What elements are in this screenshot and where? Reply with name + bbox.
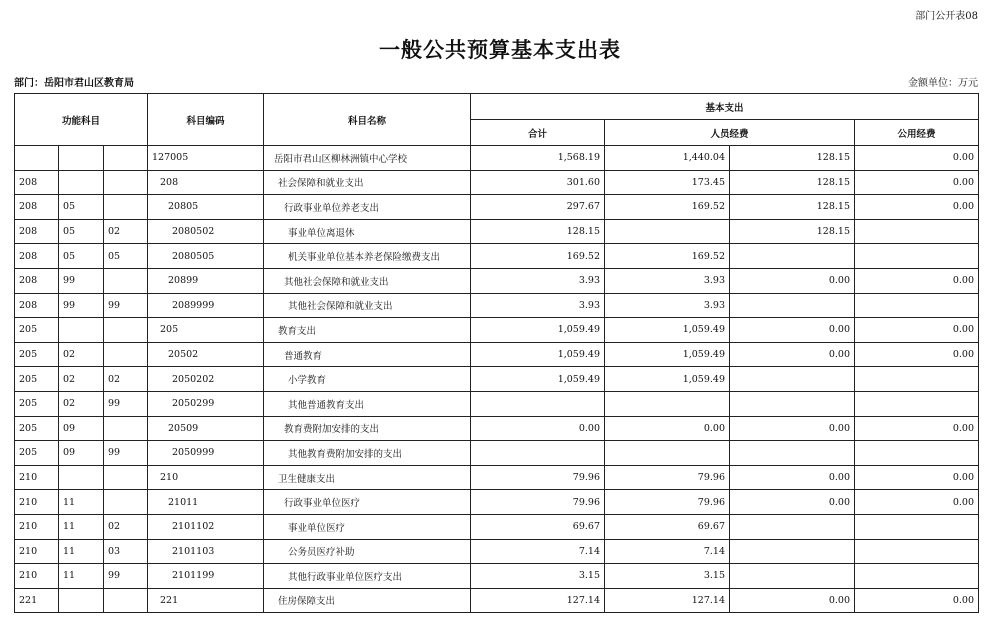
func-class-cell: 210	[15, 539, 59, 564]
subject-code-cell: 2050999	[148, 441, 264, 466]
table-row	[15, 293, 979, 318]
personnel-sub-cell: 0.00	[730, 318, 855, 343]
personnel-cell: 1,059.49	[605, 342, 730, 367]
func-item-cell: 99	[104, 293, 148, 318]
subject-code-cell: 127005	[148, 146, 264, 171]
personnel-cell: 3.93	[605, 293, 730, 318]
public-cell: 0.00	[855, 268, 979, 293]
func-section-cell: 02	[59, 367, 104, 392]
public-cell: 0.00	[855, 318, 979, 343]
func-section-cell: 09	[59, 416, 104, 441]
table-row	[15, 391, 979, 416]
func-class-cell: 208	[15, 195, 59, 220]
page-title: 一般公共预算基本支出表	[379, 37, 621, 62]
func-class-cell: 210	[15, 514, 59, 539]
func-class-cell: 205	[15, 441, 59, 466]
total-cell	[471, 441, 605, 466]
subject-code-cell: 2089999	[148, 293, 264, 318]
total-cell: 1,568.19	[471, 146, 605, 171]
func-section-cell: 11	[59, 514, 104, 539]
personnel-cell: 0.00	[605, 416, 730, 441]
personnel-cell: 1,440.04	[605, 146, 730, 171]
personnel-sub-cell	[730, 244, 855, 269]
subject-name-cell: 岳阳市君山区柳林洲镇中心学校	[264, 146, 471, 171]
header-personnel: 人员经费	[605, 120, 855, 146]
table-row	[15, 490, 979, 515]
department-label: 部门：岳阳市君山区教育局	[14, 78, 134, 89]
func-item-cell	[104, 416, 148, 441]
table-row	[15, 219, 979, 244]
personnel-cell: 169.52	[605, 195, 730, 220]
func-item-cell: 02	[104, 219, 148, 244]
personnel-cell: 79.96	[605, 490, 730, 515]
amount-unit-label: 金额单位：万元	[908, 78, 978, 89]
subject-name-cell: 其他社会保障和就业支出	[264, 293, 471, 318]
public-cell	[855, 391, 979, 416]
public-cell: 0.00	[855, 170, 979, 195]
personnel-sub-cell	[730, 293, 855, 318]
func-class-cell: 205	[15, 318, 59, 343]
subject-name-cell: 其他普通教育支出	[264, 391, 471, 416]
func-class-cell: 221	[15, 588, 59, 613]
personnel-sub-cell: 0.00	[730, 588, 855, 613]
total-cell: 79.96	[471, 490, 605, 515]
func-class-cell: 205	[15, 367, 59, 392]
public-cell: 0.00	[855, 490, 979, 515]
func-item-cell	[104, 146, 148, 171]
public-cell: 0.00	[855, 195, 979, 220]
total-cell: 69.67	[471, 514, 605, 539]
table-row	[15, 416, 979, 441]
subject-code-cell: 2101103	[148, 539, 264, 564]
personnel-cell: 127.14	[605, 588, 730, 613]
func-item-cell	[104, 318, 148, 343]
subject-name-cell: 教育费附加安排的支出	[264, 416, 471, 441]
subject-name-cell: 其他教育费附加安排的支出	[264, 441, 471, 466]
subject-code-cell: 221	[148, 588, 264, 613]
subject-name-cell: 卫生健康支出	[264, 465, 471, 490]
total-cell: 3.93	[471, 268, 605, 293]
personnel-sub-cell: 0.00	[730, 490, 855, 515]
personnel-sub-cell	[730, 441, 855, 466]
subject-code-cell: 20509	[148, 416, 264, 441]
personnel-sub-cell: 128.15	[730, 219, 855, 244]
func-section-cell	[59, 170, 104, 195]
public-cell	[855, 293, 979, 318]
func-class-cell	[15, 146, 59, 171]
personnel-sub-cell	[730, 564, 855, 589]
total-cell: 3.93	[471, 293, 605, 318]
subject-code-cell: 2101199	[148, 564, 264, 589]
func-class-cell: 208	[15, 268, 59, 293]
func-item-cell	[104, 342, 148, 367]
header-func-subject: 功能科目	[15, 94, 148, 146]
table-row	[15, 318, 979, 343]
personnel-sub-cell: 0.00	[730, 465, 855, 490]
func-section-cell: 11	[59, 564, 104, 589]
func-class-cell: 205	[15, 342, 59, 367]
func-class-cell: 208	[15, 293, 59, 318]
func-item-cell: 99	[104, 391, 148, 416]
total-cell	[471, 391, 605, 416]
table-body	[15, 146, 979, 613]
personnel-cell	[605, 219, 730, 244]
func-section-cell	[59, 588, 104, 613]
personnel-cell	[605, 441, 730, 466]
subject-code-cell: 2050202	[148, 367, 264, 392]
table-row	[15, 588, 979, 613]
func-class-cell: 210	[15, 564, 59, 589]
table-row	[15, 195, 979, 220]
header-name: 科目名称	[264, 94, 471, 146]
total-cell: 7.14	[471, 539, 605, 564]
table-row	[15, 564, 979, 589]
personnel-cell: 69.67	[605, 514, 730, 539]
func-item-cell: 02	[104, 514, 148, 539]
func-class-cell: 210	[15, 490, 59, 515]
public-cell: 0.00	[855, 146, 979, 171]
public-cell: 0.00	[855, 588, 979, 613]
personnel-sub-cell: 128.15	[730, 146, 855, 171]
total-cell: 301.60	[471, 170, 605, 195]
table-row	[15, 367, 979, 392]
table-row	[15, 146, 979, 171]
total-cell: 0.00	[471, 416, 605, 441]
func-class-cell: 210	[15, 465, 59, 490]
subject-name-cell: 事业单位医疗	[264, 514, 471, 539]
total-cell: 169.52	[471, 244, 605, 269]
subject-code-cell: 20805	[148, 195, 264, 220]
public-cell	[855, 367, 979, 392]
personnel-sub-cell: 0.00	[730, 416, 855, 441]
func-section-cell: 09	[59, 441, 104, 466]
personnel-cell: 173.45	[605, 170, 730, 195]
func-section-cell	[59, 318, 104, 343]
header-basic-expenditure: 基本支出	[471, 94, 979, 120]
subject-name-cell: 行政事业单位医疗	[264, 490, 471, 515]
table-row	[15, 539, 979, 564]
table-row	[15, 514, 979, 539]
subject-code-cell: 20502	[148, 342, 264, 367]
subject-code-cell: 2080505	[148, 244, 264, 269]
table-row	[15, 170, 979, 195]
subject-code-cell: 21011	[148, 490, 264, 515]
subject-name-cell: 社会保障和就业支出	[264, 170, 471, 195]
subject-code-cell: 20899	[148, 268, 264, 293]
func-section-cell: 02	[59, 391, 104, 416]
func-item-cell	[104, 268, 148, 293]
func-class-cell: 208	[15, 219, 59, 244]
func-item-cell: 99	[104, 441, 148, 466]
personnel-cell: 79.96	[605, 465, 730, 490]
personnel-cell: 1,059.49	[605, 367, 730, 392]
func-item-cell	[104, 465, 148, 490]
table-row	[15, 342, 979, 367]
personnel-sub-cell: 128.15	[730, 170, 855, 195]
total-cell: 1,059.49	[471, 342, 605, 367]
header-total: 合计	[471, 120, 605, 146]
func-item-cell	[104, 170, 148, 195]
subject-code-cell: 205	[148, 318, 264, 343]
func-class-cell: 208	[15, 170, 59, 195]
personnel-cell: 3.93	[605, 268, 730, 293]
personnel-sub-cell: 0.00	[730, 342, 855, 367]
header-code: 科目编码	[148, 94, 264, 146]
budget-table	[14, 93, 979, 613]
personnel-sub-cell	[730, 367, 855, 392]
func-class-cell: 205	[15, 416, 59, 441]
public-cell	[855, 514, 979, 539]
subject-name-cell: 住房保障支出	[264, 588, 471, 613]
func-section-cell: 02	[59, 342, 104, 367]
func-section-cell: 99	[59, 268, 104, 293]
table-row	[15, 441, 979, 466]
total-cell: 3.15	[471, 564, 605, 589]
subject-name-cell: 其他行政事业单位医疗支出	[264, 564, 471, 589]
func-section-cell: 99	[59, 293, 104, 318]
func-item-cell	[104, 490, 148, 515]
total-cell: 128.15	[471, 219, 605, 244]
subject-name-cell: 事业单位离退休	[264, 219, 471, 244]
subject-code-cell: 210	[148, 465, 264, 490]
func-section-cell: 05	[59, 219, 104, 244]
personnel-cell	[605, 391, 730, 416]
personnel-sub-cell	[730, 514, 855, 539]
total-cell: 1,059.49	[471, 367, 605, 392]
personnel-sub-cell: 0.00	[730, 268, 855, 293]
subject-name-cell: 行政事业单位养老支出	[264, 195, 471, 220]
public-cell	[855, 219, 979, 244]
table-row	[15, 244, 979, 269]
subject-name-cell: 其他社会保障和就业支出	[264, 268, 471, 293]
personnel-cell: 3.15	[605, 564, 730, 589]
public-cell	[855, 564, 979, 589]
func-item-cell: 03	[104, 539, 148, 564]
total-cell: 1,059.49	[471, 318, 605, 343]
func-item-cell: 99	[104, 564, 148, 589]
func-section-cell: 11	[59, 490, 104, 515]
subject-code-cell: 2080502	[148, 219, 264, 244]
func-section-cell: 11	[59, 539, 104, 564]
public-cell	[855, 244, 979, 269]
personnel-sub-cell	[730, 539, 855, 564]
public-cell: 0.00	[855, 465, 979, 490]
func-item-cell: 02	[104, 367, 148, 392]
subject-name-cell: 机关事业单位基本养老保险缴费支出	[264, 244, 471, 269]
total-cell: 127.14	[471, 588, 605, 613]
func-item-cell	[104, 195, 148, 220]
func-section-cell: 05	[59, 195, 104, 220]
subject-name-cell: 小学教育	[264, 367, 471, 392]
subject-code-cell: 2101102	[148, 514, 264, 539]
subject-name-cell: 公务员医疗补助	[264, 539, 471, 564]
personnel-cell: 1,059.49	[605, 318, 730, 343]
subject-code-cell: 2050299	[148, 391, 264, 416]
header-public: 公用经费	[855, 120, 979, 146]
subject-name-cell: 教育支出	[264, 318, 471, 343]
func-item-cell: 05	[104, 244, 148, 269]
func-section-cell: 05	[59, 244, 104, 269]
total-cell: 297.67	[471, 195, 605, 220]
public-cell: 0.00	[855, 342, 979, 367]
table-row	[15, 268, 979, 293]
func-item-cell	[104, 588, 148, 613]
public-cell	[855, 539, 979, 564]
func-class-cell: 205	[15, 391, 59, 416]
func-class-cell: 208	[15, 244, 59, 269]
personnel-sub-cell: 128.15	[730, 195, 855, 220]
personnel-cell: 7.14	[605, 539, 730, 564]
form-number: 部门公开表08	[915, 11, 978, 22]
public-cell: 0.00	[855, 416, 979, 441]
table-row	[15, 465, 979, 490]
subject-name-cell: 普通教育	[264, 342, 471, 367]
personnel-cell: 169.52	[605, 244, 730, 269]
total-cell: 79.96	[471, 465, 605, 490]
func-section-cell	[59, 146, 104, 171]
public-cell	[855, 441, 979, 466]
personnel-sub-cell	[730, 391, 855, 416]
func-section-cell	[59, 465, 104, 490]
subject-code-cell: 208	[148, 170, 264, 195]
